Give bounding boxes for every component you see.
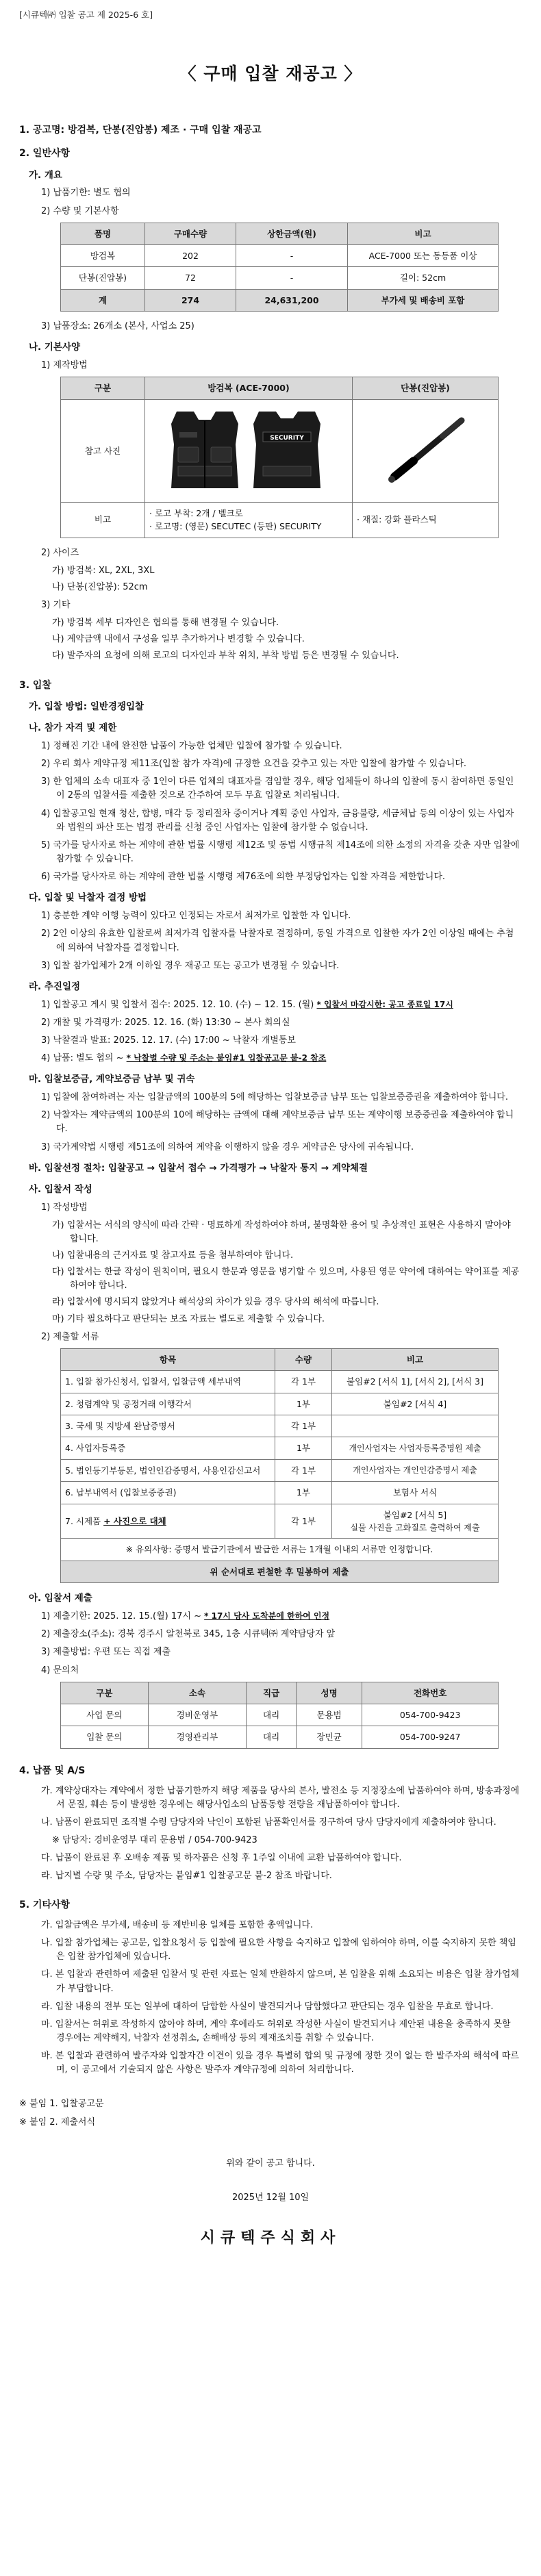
deposit-heading: 마. 입찰보증금, 계약보증금 납부 및 귀속	[29, 1074, 195, 1085]
vest-image	[163, 405, 334, 494]
table-cell: 1. 입찰 참가신청서, 입찰서, 입찰금액 세부내역	[61, 1371, 275, 1393]
note-label: 비고	[61, 502, 145, 538]
table-row	[61, 1393, 499, 1415]
delivery-deadline: 1) 납품기한: 별도 협의	[41, 188, 131, 199]
table-cell: 1부	[275, 1393, 332, 1415]
table-cell: 문용범	[296, 1704, 362, 1726]
table-cell: 장민균	[296, 1726, 362, 1748]
qualification-item: 1) 정해진 기간 내에 완전한 납품이 가능한 업체만 입찰에 참가할 수 있습니다.	[41, 741, 342, 752]
attachment-2: ※ 붙임 2. 제출서식	[19, 2117, 96, 2127]
table-row	[61, 1726, 499, 1748]
table-cell: 202	[145, 245, 236, 267]
attachment-1: ※ 붙임 1. 입찰공고문	[19, 2099, 104, 2110]
caution-note: ※ 유의사항: 증명서 발급기관에서 발급한 서류는 1개월 이내의 서류만 인정합니다.	[61, 1539, 499, 1561]
docs-header: 항목	[61, 1348, 275, 1370]
table-cell: 1부	[275, 1482, 332, 1504]
table-cell: 단봉(진압봉)	[61, 267, 145, 289]
table-row	[61, 267, 499, 289]
section-4-title: 4. 납품 및 A/S	[19, 1765, 86, 1776]
schedule-item: 2) 개찰 및 가격평가: 2025. 12. 16. (화) 13:30 ~ 본사 회의실	[41, 1017, 290, 1028]
table-cell: 길이: 52cm	[348, 267, 499, 289]
misc-item: 가. 입찰금액은 부가세, 배송비 등 제반비용 일체를 포함한 총액입니다.	[41, 1920, 314, 1931]
table-cell: ACE-7000 또는 동등품 이상	[348, 245, 499, 267]
writing-method: 1) 작성방법	[41, 1202, 88, 1213]
misc-item: 다. 본 입찰과 관련하여 제출된 입찰서 및 관련 자료는 일체 반환하지 않으며, 본 입찰을 위해 소요되는 비용은 입찰 참가업체가 부담합니다.	[41, 1969, 519, 1994]
table-cell: 경비운영부	[148, 1704, 247, 1726]
table-cell: 대리	[247, 1726, 297, 1748]
size-baton: 나) 단봉(진압봉): 52cm	[52, 581, 148, 592]
sample-replace: + 사진으로 대체	[103, 1515, 166, 1526]
table-cell: -	[236, 267, 348, 289]
sample-photo-note: 실물 사진을 고화질로 출력하여 제출	[350, 1522, 480, 1532]
contact-header: 직급	[247, 1682, 297, 1704]
spec-table-wrap	[60, 377, 499, 538]
documents-table	[60, 1348, 499, 1583]
qualification-item: 2) 우리 회사 계약규정 제11조(입찰 참가 자격)에 규정한 요건을 갖추고 있는 자만 입찰에 참가할 수 있습니다.	[41, 759, 467, 770]
deposit-item: 3) 국가계약법 시행령 제51조에 의하여 계약을 이행하지 않을 경우 계약금은 당사에 귀속됩니다.	[41, 1141, 414, 1152]
table-cell: 3. 국세 및 지방세 완납증명서	[61, 1415, 275, 1437]
submission-item: 3) 제출방법: 우편 또는 직접 제출	[41, 1647, 171, 1658]
etc-item: 나) 계약금액 내에서 구성을 일부 추가하거나 변경할 수 있습니다.	[52, 634, 305, 645]
quantity-heading: 2) 수량 및 기본사항	[41, 205, 119, 216]
submission-heading: 아. 입찰서 제출	[29, 1593, 92, 1604]
total-row	[61, 289, 499, 311]
vest-photos	[145, 399, 353, 502]
vest-back-label: SECURITY	[270, 434, 304, 442]
qualification-heading: 나. 참가 자격 및 제한	[29, 722, 117, 734]
contact-header: 성명	[296, 1682, 362, 1704]
table-cell: -	[236, 245, 348, 267]
table-cell: 5. 법인등기부등본, 법인인감증명서, 사용인감신고서	[61, 1459, 275, 1481]
winner-item: 2) 2인 이상의 유효한 입찰로써 최저가격 입찰자를 낙찰자로 결정하며, 동일 가격으로 입찰한 자가 2인 이상일 때에는 추첨에 의하여 낙찰자를 결정합니다.	[41, 929, 514, 953]
qty-header: 구매수량	[145, 223, 236, 244]
reference-photo-label: 참고 사진	[61, 399, 145, 502]
table-cell: 4. 사업자등록증	[61, 1437, 275, 1459]
table-row	[61, 502, 499, 538]
closing-text: 위와 같이 공고 합니다.	[226, 2158, 315, 2169]
table-cell: 개인사업자는 개인인감증명서 제출	[332, 1459, 499, 1481]
table-cell: 사업 문의	[61, 1704, 149, 1726]
table-cell: 입찰 문의	[61, 1726, 149, 1748]
table-cell: 1부	[275, 1437, 332, 1459]
size-heading: 2) 사이즈	[41, 547, 79, 558]
submission-item: 2) 제출장소(주소): 경북 경주시 알천북로 345, 1층 시큐텍㈜ 계약담당자 앞	[41, 1629, 336, 1640]
spec-heading: 나. 기본사양	[29, 342, 81, 353]
sample-item: 7. 시제품	[65, 1515, 104, 1526]
section-5-title: 5. 기타사항	[19, 1899, 71, 1911]
page-title: 〈 구매 입찰 재공고 〉	[179, 64, 362, 84]
spec-header: 구분	[61, 377, 145, 399]
misc-item: 라. 입찰 내용의 전부 또는 일부에 대하여 담합한 사실이 발견되거나 담합했다고 판단되는 경우 입찰을 무효로 합니다.	[41, 2001, 494, 2012]
quantity-table-wrap	[60, 223, 499, 312]
qualification-item: 6) 국가를 당사자로 하는 계약에 관한 법률 시행령 제76조에 의한 부정당업자는 입찰 자격을 제한합니다.	[41, 872, 446, 883]
quantity-table	[60, 223, 499, 312]
binding-order: 위 순서대로 편철한 후 밀봉하여 제출	[61, 1561, 499, 1582]
etc-item: 다) 발주자의 요청에 의해 로고의 디자인과 부착 위치, 부착 방법 등은 변경될 수 있습니다.	[52, 651, 399, 661]
contact-table-wrap	[60, 1682, 499, 1749]
delivery-item: 나. 납품이 완료되면 조직별 수령 담당자와 낙인이 포함된 납품확인서를 징구하여 당사 담당자에게 제출하여야 합니다.	[41, 1817, 496, 1828]
deadline-note: * 입찰서 마감시한: 공고 종료일 17시	[316, 999, 453, 1009]
table-cell: 대리	[247, 1704, 297, 1726]
qty-header: 품명	[61, 223, 145, 244]
section-2-title: 2. 일반사항	[19, 147, 71, 159]
documents-heading: 2) 제출할 서류	[41, 1331, 99, 1342]
table-cell: 24,631,200	[236, 289, 348, 311]
section-1-title: 1. 공고명: 방검복, 단봉(진압봉) 제조 · 구매 입찰 재공고	[19, 125, 262, 136]
table-cell: 보험사 서식	[332, 1482, 499, 1504]
bid-writing-heading: 사. 입찰서 작성	[29, 1183, 92, 1195]
writing-item: 가) 입찰서는 서식의 양식에 따라 간략 · 명료하게 작성하여야 하며, 불명확한 용어 및 추상적인 표현은 사용하지 말아야 합니다.	[52, 1220, 511, 1244]
delivery-location: 3) 납품장소: 26개소 (본사, 사업소 25)	[41, 321, 194, 332]
writing-item: 나) 입찰내용의 근거자료 및 참고자료 등을 첨부하여야 합니다.	[52, 1250, 294, 1261]
table-cell: 각 1부	[275, 1459, 332, 1481]
spec-header: 방검복 (ACE-7000)	[145, 377, 353, 399]
submission-item	[41, 1610, 522, 1624]
winner-item: 1) 충분한 계약 이행 능력이 있다고 인정되는 자로서 최저가로 입찰한 자 입니다.	[41, 911, 351, 922]
delivery-item: 다. 납품이 완료된 후 오배송 제품 및 하자품은 신청 후 1주일 이내에 교환 납품하여야 합니다.	[41, 1853, 402, 1864]
bid-method: 가. 입찰 방법: 일반경쟁입찰	[29, 701, 144, 713]
table-row	[61, 1482, 499, 1504]
table-row	[61, 1371, 499, 1393]
table-cell: 방검복	[61, 245, 145, 267]
table-row	[61, 1437, 499, 1459]
table-cell: 경영관리부	[148, 1726, 247, 1748]
table-row	[61, 1459, 499, 1481]
table-cell: 각 1부	[275, 1371, 332, 1393]
make-method: 1) 제작방법	[41, 360, 88, 371]
table-cell: 6. 납부내역서 (입찰보증증권)	[61, 1482, 275, 1504]
table-cell: 2. 청렴계약 및 공정거래 이행각서	[61, 1393, 275, 1415]
table-row	[61, 1561, 499, 1582]
vest-note-name: · 로고명: (영문) SECUTEC (등판) SECURITY	[149, 521, 322, 532]
delivery-item: 가. 계약상대자는 계약에서 정한 납품기한까지 해당 제품을 당사의 본사, 발전소 등 지정장소에 납품하여야 하며, 방송과정에서 문질, 훼손 등이 발생한 경우에는 해당사업소의 납품동향 전량을 재납품하여야 합니다.	[41, 1785, 520, 1810]
table-cell: 각 1부	[275, 1504, 332, 1539]
table-row	[61, 1415, 499, 1437]
qty-header: 비고	[348, 223, 499, 244]
table-row	[61, 1539, 499, 1561]
deposit-item: 1) 입찰에 참여하려는 자는 입찰금액의 100분의 5에 해당하는 입찰보증금 납부 또는 입찰보증증권을 제출하여야 합니다.	[41, 1092, 508, 1103]
selection-procedure: 바. 입찰선정 절차: 입찰공고 → 입찰서 접수 → 가격평가 → 낙찰자 통지 → 계약체결	[29, 1162, 368, 1174]
writing-item: 마) 기타 필요하다고 판단되는 보조 자료는 별도로 제출할 수 있습니다.	[52, 1313, 325, 1324]
table-cell: 개인사업자는 사업자등록증명원 제출	[332, 1437, 499, 1459]
table-cell: 각 1부	[275, 1415, 332, 1437]
spec-table	[60, 377, 499, 538]
schedule-item: 3) 낙찰결과 발표: 2025. 12. 17. (수) 17:00 ~ 낙찰자 개별통보	[41, 1035, 296, 1046]
delivery-note: * 낙찰별 수량 및 주소는 붙임#1 입찰공고문 붙-2 참조	[126, 1053, 327, 1063]
overview-heading: 가. 개요	[29, 169, 62, 181]
deposit-item: 2) 낙찰자는 계약금액의 100분의 10에 해당하는 금액에 대해 계약보증금 납부 또는 계약이행 보증증권을 제출하여야 합니다.	[41, 1110, 514, 1135]
table-cell: 054-700-9423	[362, 1704, 499, 1726]
size-vest: 가) 방검복: XL, 2XL, 3XL	[52, 565, 155, 576]
schedule-text: 1) 입찰공고 게시 및 입찰서 접수: 2025. 12. 10. (수) ~ 12. 15. (월)	[41, 999, 317, 1010]
table-row	[61, 1504, 499, 1539]
contact-header: 전화번호	[362, 1682, 499, 1704]
table-cell	[332, 1415, 499, 1437]
delivery-contact: ※ 담당자: 경비운영부 대리 문용범 / 054-700-9423	[52, 1834, 257, 1845]
misc-item: 나. 입찰 참가업체는 공고문, 입찰요청서 등 입찰에 필요한 사항을 숙지하고 입찰에 임하여야 하며, 이를 숙지하지 못한 책임은 입찰 참가업체에 있습니다.	[41, 1938, 516, 1962]
schedule-item	[41, 998, 522, 1012]
misc-item: 바. 본 입찰과 관련하여 발주자와 입찰자간 이견이 있을 경우 특별히 합의 및 규정에 정한 것이 없는 한 발주자의 해석에 따르며, 이 공고에서 기술되지 않은 사항은 발주자 계약규정에 의하여 처리합니다.	[41, 2051, 519, 2075]
table-cell: 붙임#2 [서식 4]	[332, 1393, 499, 1415]
vest-back-icon	[253, 412, 320, 488]
etc-heading: 3) 기타	[41, 599, 71, 610]
vest-note-logo: · 로고 부착: 2개 / 벨크로	[149, 507, 243, 518]
contact-table	[60, 1682, 499, 1749]
qualification-item: 5) 국가를 당사자로 하는 계약에 관한 법률 시행령 제12조 및 동법 시행규칙 제14조에 의한 소정의 자격을 갖춘 자만 입찰에 참가할 수 있습니다.	[41, 839, 520, 865]
schedule-heading: 라. 추진일정	[29, 981, 81, 992]
submission-note: * 17시 당사 도착분에 한하여 인정	[204, 1611, 330, 1621]
table-cell: 274	[145, 289, 236, 311]
winner-item: 3) 입찰 참가업체가 2개 이하일 경우 재공고 또는 공고가 변경될 수 있습니다.	[41, 960, 340, 971]
submission-text: 1) 제출기한: 2025. 12. 15.(월) 17시 ~	[41, 1611, 205, 1622]
baton-photo	[353, 399, 499, 502]
table-row	[61, 1704, 499, 1726]
winner-decision-heading: 다. 입찰 및 낙찰자 결정 방법	[29, 892, 147, 904]
table-cell: 부가세 및 배송비 포함	[348, 289, 499, 311]
baton-image	[374, 408, 477, 490]
contact-header: 구분	[61, 1682, 149, 1704]
table-row	[61, 399, 499, 502]
table-cell	[61, 1504, 275, 1539]
table-cell: 붙임#2 [서식 1], [서식 2], [서식 3]	[332, 1371, 499, 1393]
writing-item: 다) 입찰서는 한글 작성이 원칙이며, 필요시 한문과 영문을 병기할 수 있으며, 사용된 영문 약어에 대하여는 약어표를 제공하여야 합니다.	[52, 1267, 520, 1291]
baton-icon	[388, 420, 462, 483]
sample-form: 붙임#2 [서식 5]	[383, 1509, 447, 1520]
misc-item: 마. 입찰서는 허위로 작성하지 않아야 하며, 계약 후에라도 허위로 작성한 사실이 발견되거나 제안된 내용을 충족하지 못할 경우에는 계약해지, 낙찰자 선정취소, 손해배상 등의 제재조치를 취할 수 있습니다.	[41, 2019, 511, 2044]
vest-front-icon	[171, 412, 238, 488]
document-number: [시큐텍㈜ 입찰 공고 제 2025-6 호]	[19, 10, 153, 20]
qualification-item: 4) 입찰공고일 현재 청산, 합병, 매각 등 정리절차 중이거나 계획 중인 사업자, 금융불량, 세금체납 등의 이상이 있는 사업자와 법원의 파산 또는 법정 관리를 신청 중인 사업자는 입찰에 참가할 수 없습니다.	[41, 808, 514, 833]
company-name: 시큐텍주식회사	[200, 2230, 341, 2247]
qualification-item: 3) 한 업체의 소속 대표자 중 1인이 다른 업체의 대표자를 겸임할 경우, 해당 업체들이 하나의 입찰에 동시 참여하면 동일인이 2통의 입찰서를 제출한 것으로 간주하여 모두 무효 입찰로 처리됩니다.	[41, 776, 514, 801]
schedule-text: 4) 납품: 별도 협의 ~	[41, 1053, 127, 1064]
table-cell: 72	[145, 267, 236, 289]
vest-note	[145, 502, 353, 538]
spec-header: 단봉(진압봉)	[353, 377, 499, 399]
writing-item: 라) 입찰서에 명시되지 않았거나 해석상의 차이가 있을 경우 당사의 해석에 따릅니다.	[52, 1297, 379, 1308]
docs-header: 비고	[332, 1348, 499, 1370]
schedule-item	[41, 1052, 522, 1065]
baton-note: · 재질: 강화 플라스틱	[353, 502, 499, 538]
table-cell: 계	[61, 289, 145, 311]
notice-date: 2025년 12월 10일	[231, 2192, 310, 2203]
qty-header: 상한금액(원)	[236, 223, 348, 244]
table-cell	[332, 1504, 499, 1539]
table-row	[61, 245, 499, 267]
contact-heading: 4) 문의처	[41, 1665, 79, 1676]
table-cell: 054-700-9247	[362, 1726, 499, 1748]
contact-header: 소속	[148, 1682, 247, 1704]
docs-header: 수량	[275, 1348, 332, 1370]
documents-table-wrap	[60, 1348, 499, 1583]
section-3-title: 3. 입찰	[19, 679, 51, 691]
delivery-item: 라. 납지별 수량 및 주소, 담당자는 붙임#1 입찰공고문 붙-2 참조 바랍니다.	[41, 1871, 332, 1882]
etc-item: 가) 방검복 세부 디자인은 협의를 통해 변경될 수 있습니다.	[52, 618, 279, 629]
